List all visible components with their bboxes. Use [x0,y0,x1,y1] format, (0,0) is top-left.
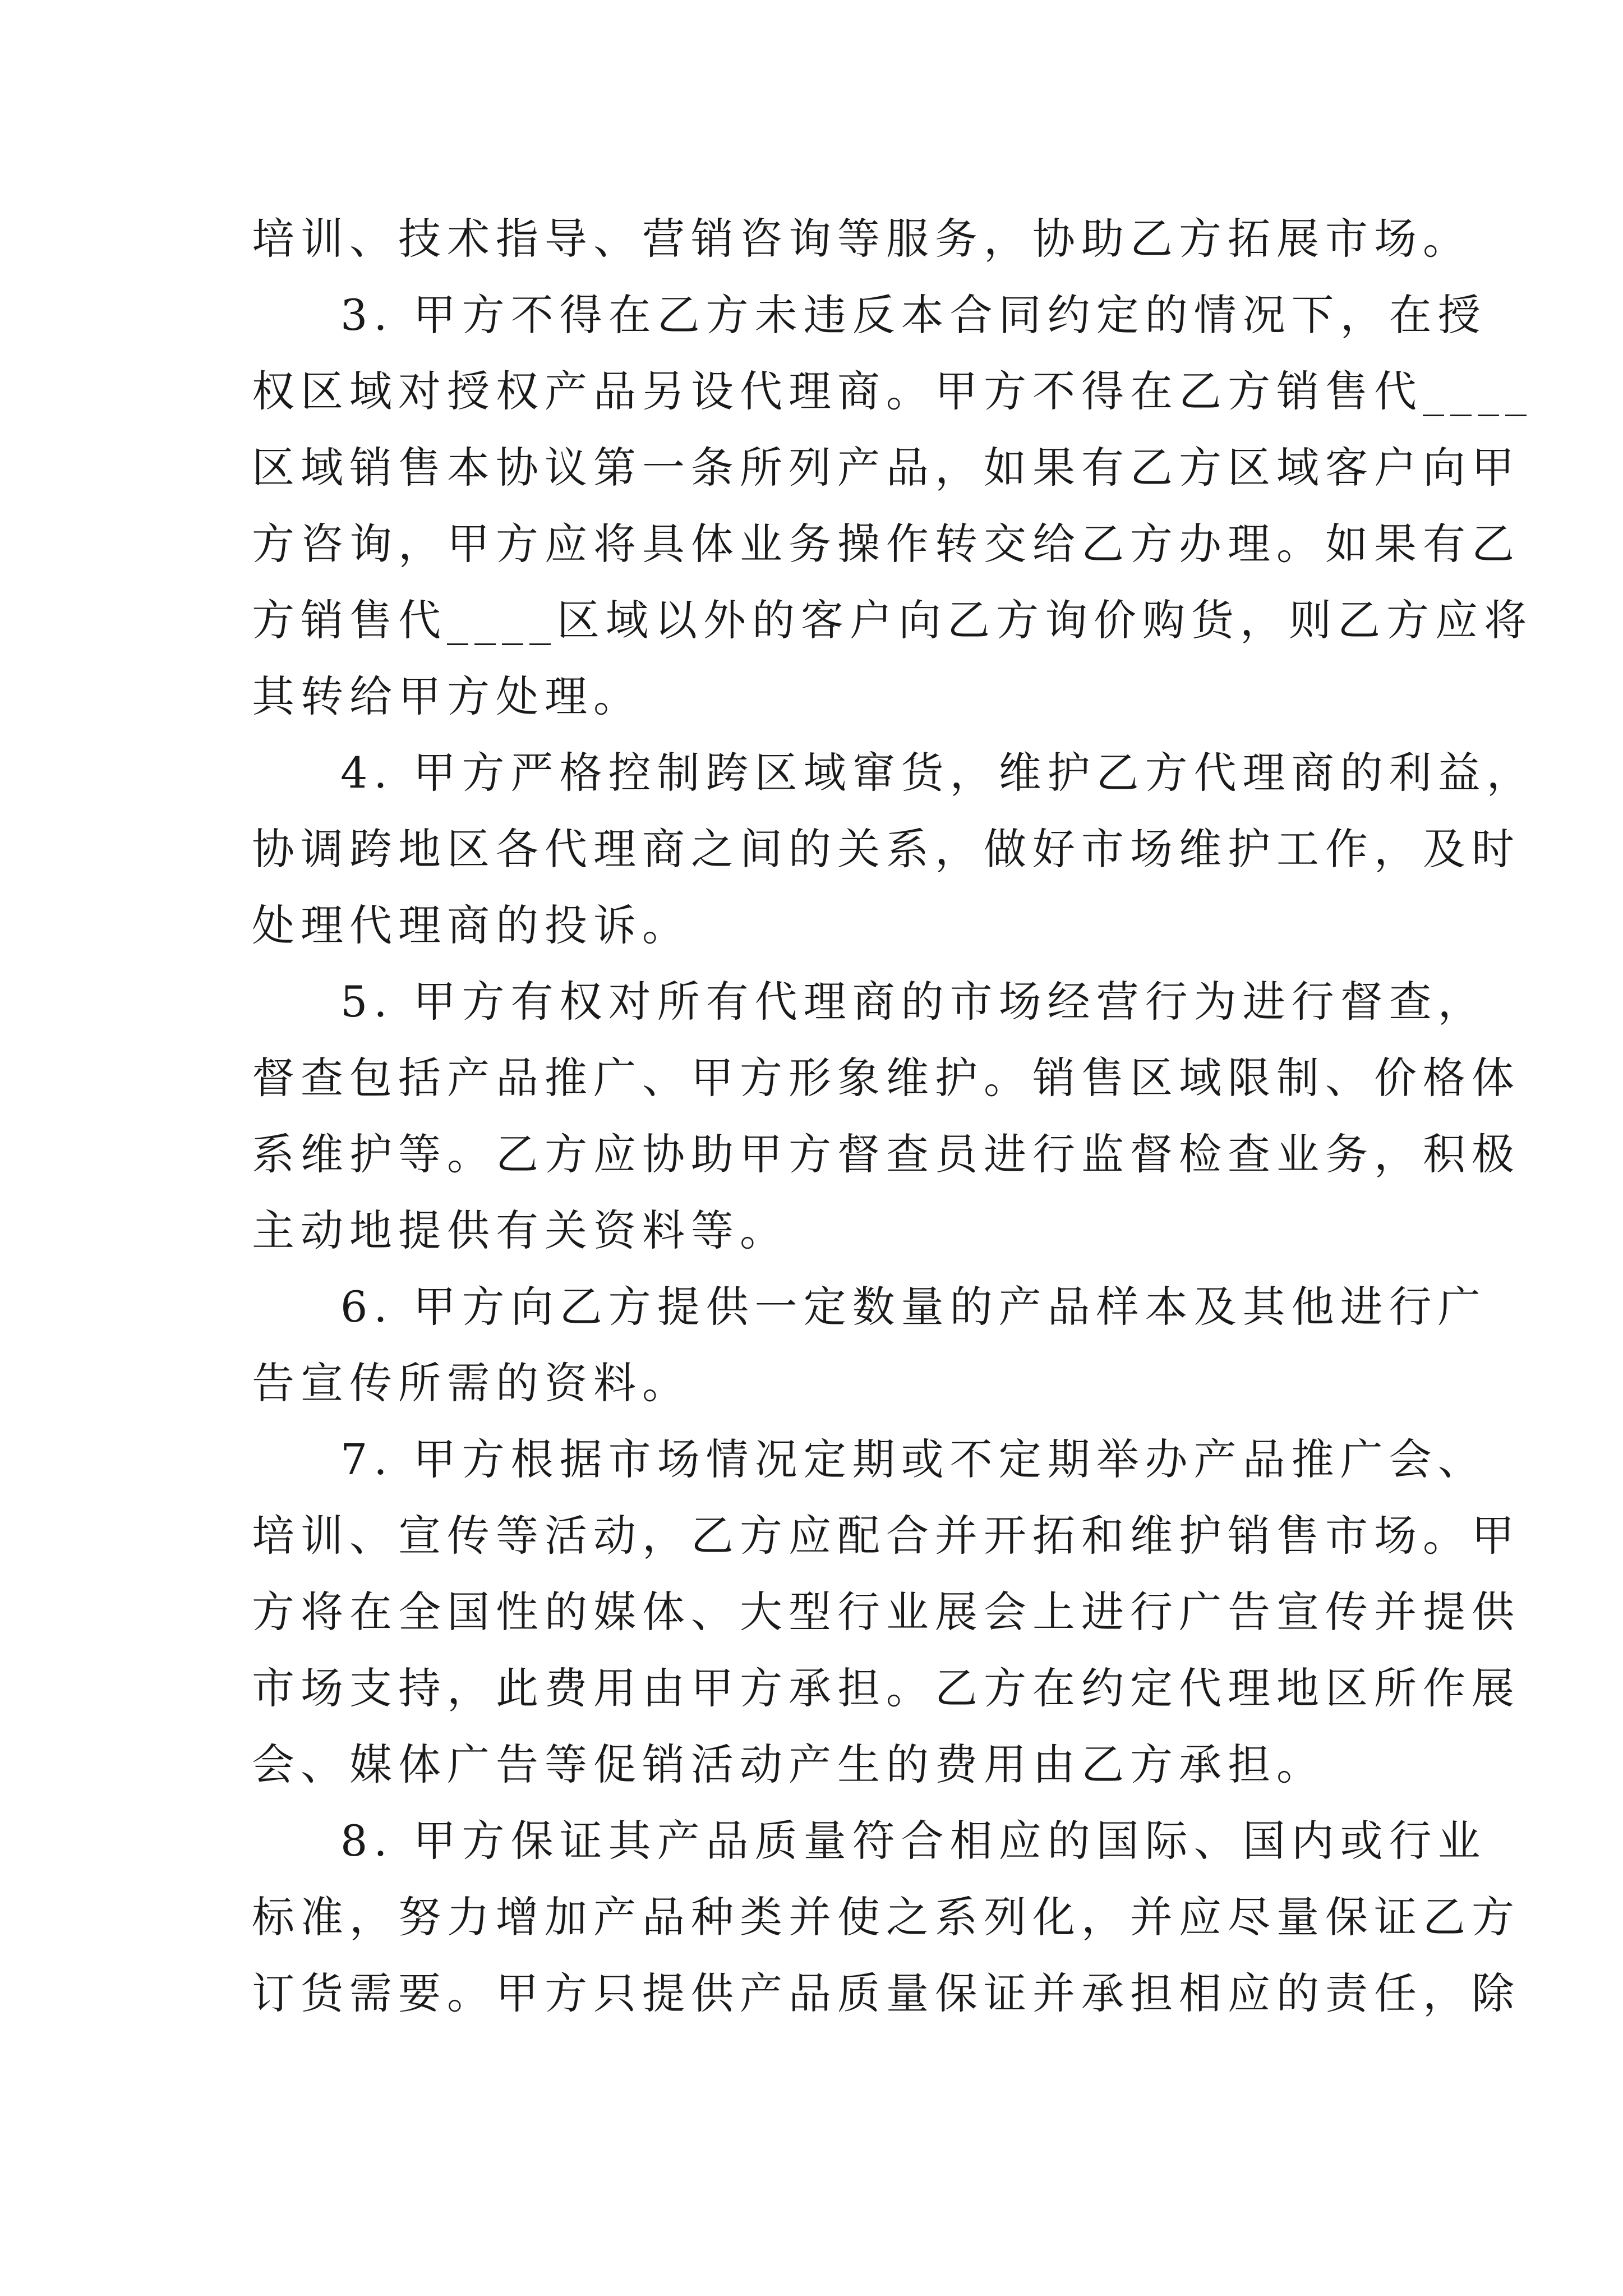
text-line: 督查包括产品推广、甲方形象维护。销售区域限制、价格体 [252,1053,1520,1103]
text-line: 区域销售本协议第一条所列产品，如果有乙方区域客户向甲 [252,443,1520,493]
text-line: 标准，努力增加产品种类并使之系列化，并应尽量保证乙方 [252,1892,1520,1942]
text-line: 处理代理商的投诉。 [252,900,691,950]
document-body [252,201,1536,2032]
text-line: 培训、技术指导、营销咨询等服务，协助乙方拓展市场。 [252,214,1472,264]
text-line: 方销售代____区域以外的客户向乙方询价购货，则乙方应将 [252,595,1533,645]
clause-5-line: 5. 甲方有权对所有代理商的市场经营行为进行督查， [340,977,1487,1027]
text-line: 告宣传所需的资料。 [252,1358,691,1408]
clause-6-line: 6. 甲方向乙方提供一定数量的产品样本及其他进行广 [340,1282,1487,1332]
text-line: 订货需要。甲方只提供产品质量保证并承担相应的责任，除 [252,1968,1520,2018]
clause-8-line: 8. 甲方保证其产品质量符合相应的国际、国内或行业 [340,1816,1487,1866]
text-line: 权区域对授权产品另设代理商。甲方不得在乙方销售代____ [252,366,1533,416]
text-line: 协调跨地区各代理商之间的关系，做好市场维护工作，及时 [252,824,1520,874]
text-line: 主动地提供有关资料等。 [252,1205,789,1255]
clause-7-line: 7. 甲方根据市场情况定期或不定期举办产品推广会、 [340,1434,1487,1484]
text-line: 方将在全国性的媒体、大型行业展会上进行广告宣传并提供 [252,1587,1520,1637]
text-line: 培训、宣传等活动，乙方应配合并开拓和维护销售市场。甲 [252,1511,1520,1561]
clause-4-line: 4. 甲方严格控制跨区域窜货，维护乙方代理商的利益， [340,748,1536,798]
text-line: 方咨询，甲方应将具体业务操作转交给乙方办理。如果有乙 [252,519,1520,569]
text-line: 系维护等。乙方应协助甲方督查员进行监督检查业务，积极 [252,1129,1520,1179]
clause-3-line: 3. 甲方不得在乙方未违反本合同约定的情况下，在授 [340,290,1487,340]
text-line: 会、媒体广告等促销活动产生的费用由乙方承担。 [252,1740,1325,1789]
text-line: 市场支持，此费用由甲方承担。乙方在约定代理地区所作展 [252,1663,1520,1713]
text-line: 其转给甲方处理。 [252,671,642,721]
